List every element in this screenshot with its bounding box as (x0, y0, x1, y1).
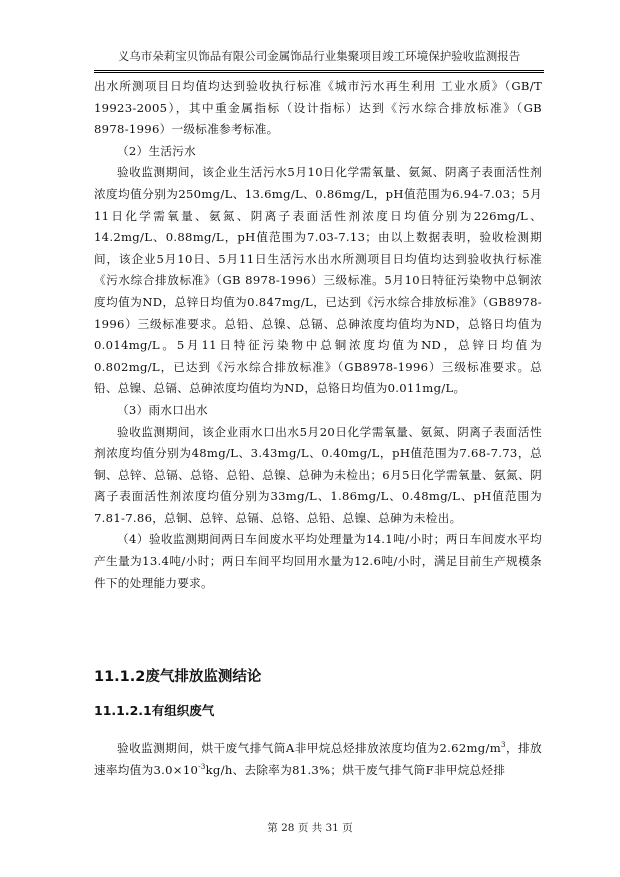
paragraph-continuation: 出水所测项目日均值均达到验收执行标准《城市污水再生利用 工业水质》（GB/T 19923-2005），其中重金属指标（设计指标）达到《污水综合排放标准》（GB 8978-1996）一级标准参考标准。 (94, 79, 542, 137)
page-number: 第 28 页 共 31 页 (267, 822, 353, 834)
header-rule-double (94, 72, 544, 73)
paragraph-rainwater-outlet: 验收监测期间，该企业雨水口出水5月20日化学需氧量、氨氮、阴离子表面活性剂浓度均值分别为48mg/L、3.43mg/L、0.40mg/L，pH值范围为7.68-7.73，总铜、总锌、总镉、总铬、总铅、总镍、总砷为未检出；6月5日化学需氧量、氨氮、阴离子表面活性剂浓度均值分别为33mg/L、1.86mg/L、0.48mg/L、pH值范围为7.81-7.86，总铜、总锌、总镉、总铬、总铅、总镍、总砷为未检出。 (94, 424, 542, 525)
exhaust-text-part-c: kg/h、去除率为81.3%；烘干废气排气筒F非甲烷总烃排 (205, 762, 506, 777)
exhaust-paragraph (94, 738, 542, 781)
subheading-domestic-sewage: （2）生活污水 (117, 143, 197, 158)
section-heading-exhaust: 11.1.2废气排放监测结论 (94, 669, 262, 685)
page-header: 义乌市朵莉宝贝饰品有限公司金属饰品行业集聚项目竣工环境保护验收监测报告 (117, 49, 521, 63)
paragraph-wastewater-volume: （4）验收监测期间两日车间废水平均处理量为14.1吨/小时；两日车间废水平均产生量为13.4吨/小时；两日车间平均回用水量为12.6吨/小时，满足目前生产规模条件下的处理能力要求。 (94, 532, 542, 590)
exhaust-text-part-b: ，排放速率均值为3.0×10 (94, 741, 542, 777)
body-text (94, 76, 542, 594)
exponent-superscript: -3 (198, 762, 206, 771)
exhaust-paragraph-text (94, 738, 542, 781)
subsection-heading-organized-exhaust: 11.1.2.1有组织废气 (94, 703, 215, 718)
exhaust-text-part-a: 验收监测期间，烘干废气排气筒A非甲烷总烃排放浓度均值为2.62mg/m (117, 741, 502, 755)
header-rule (94, 70, 544, 71)
unit-superscript-3: 3 (501, 741, 506, 750)
subheading-rainwater-outlet: （3）雨水口出水 (117, 402, 208, 417)
paragraph-domestic-sewage: 验收监测期间，该企业生活污水5月10日化学需氧量、氨氮、阴离子表面活性剂浓度均值分别为250mg/L、13.6mg/L、0.86mg/L，pH值范围为6.94-7.03；5月11日化学需氧量、氨氮、阴离子表面活性剂浓度日均值分别为226mg/L、14.2mg/L、0.88mg/L，pH值范围为7.03-7.13；由以上数据表明，验收检测期间，该企业5月10日、5月11日生活污水出水所测项目日均值均达到验收执行标准《污水综合排放标准》（GB 8978-1996）三级标准。5月10日特征污染物中总铜浓度均值为ND，总锌日均值为0.847mg/L，已达到《污水综合排放标准》（GB8978-1996）三级标准要求。总铅、总镍、总镉、总砷浓度均值均为ND，总铬日均值为0.014mg/L。5月11日特征污染物中总铜浓度均值为ND，总锌日均值为0.802mg/L，已达到《污水综合排放标准》（GB8978-1996）三级标准要求。总铅、总镍、总镉、总砷浓度均值均为ND，总铬日均值为0.011mg/L。 (94, 165, 542, 396)
